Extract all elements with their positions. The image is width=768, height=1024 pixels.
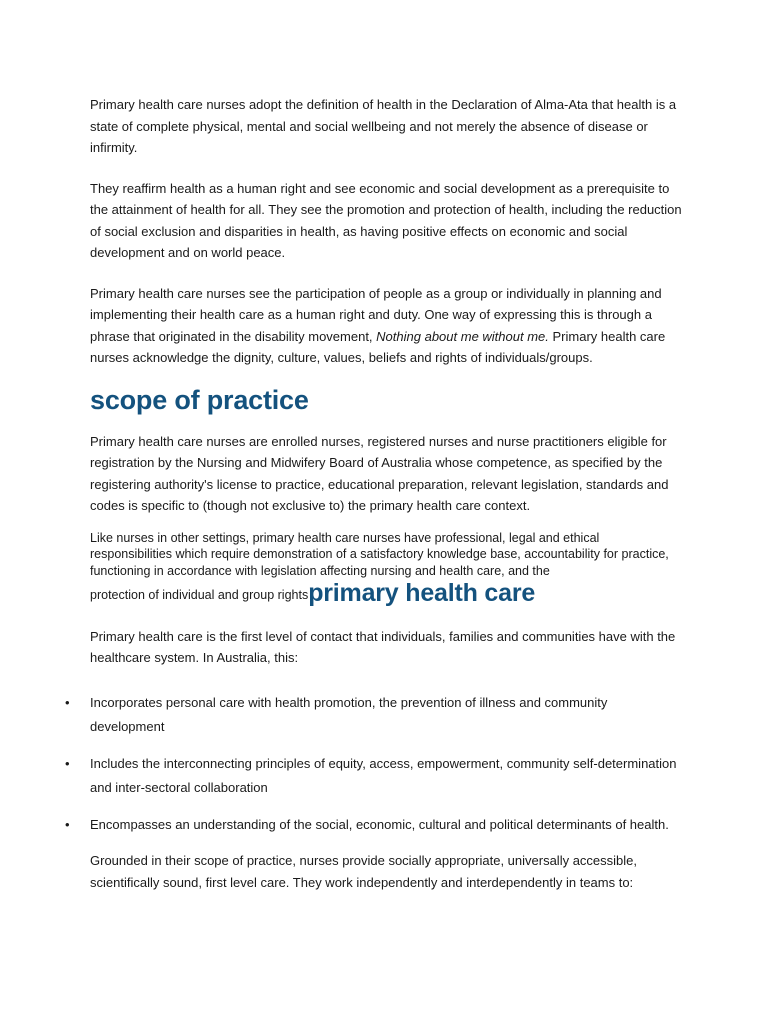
list-item-text: Incorporates personal care with health promotion, the prevention of illness and community development <box>90 694 608 734</box>
quote-nothing-about-me: Nothing about me without me. <box>376 328 549 344</box>
heading-primary-health-care: primary health care <box>308 579 536 607</box>
list-item <box>65 752 682 800</box>
paragraph-participation-text: Primary health care nurses see the participation of people as a group or individually in planning and implementing their health care as a human right and duty. One way of expressing this is through a phrase that originated in the disability movement, <box>90 285 662 344</box>
bullet-icon: • <box>65 694 70 710</box>
list-item-text: Encompasses an understanding of the social, economic, cultural and political determinants of health. <box>90 816 669 832</box>
paragraph-responsibilities-tail: protection of individual and group rights <box>90 588 309 602</box>
paragraph-responsibilities-end <box>90 579 682 607</box>
paragraph-responsibilities: Like nurses in other settings, primary health care nurses have professional, legal and ethical responsibilities which require demonstration of a satisfactory knowledge base, accountability for practice, functioning in accordance with legislation affecting nursing and health care, and the <box>90 530 669 578</box>
bullet-icon: • <box>65 755 70 771</box>
paragraph-alma-ata: Primary health care nurses adopt the definition of health in the Declaration of Alma-Ata that health is a state of complete physical, mental and social wellbeing and not merely the absence of disease or infirmity. <box>90 97 677 155</box>
document-page <box>65 94 682 894</box>
paragraph-first-level: Primary health care is the first level of contact that individuals, families and communities have with the healthcare system. In Australia, this: <box>90 628 676 665</box>
paragraph-participation-text-end: Primary health care nurses acknowledge the dignity, culture, values, beliefs and rights of individuals/groups. <box>90 328 666 365</box>
paragraph-grounded: Grounded in their scope of practice, nurses provide socially appropriate, universally accessible, scientifically sound, first level care. They work independently and interdependently in teams to: <box>90 852 638 890</box>
paragraph-participation <box>90 283 682 369</box>
bullet-list <box>65 691 682 837</box>
heading-scope-of-practice: scope of practice <box>90 384 309 415</box>
paragraph-scope: Primary health care nurses are enrolled nurses, registered nurses and nurse practitioners eligible for registration by the Nursing and Midwifery Board of Australia whose competence, as specified by the registering authority's license to practice, educational preparation, relevant legislation, standards and codes is specific to (though not exclusive to) the primary health care context. <box>90 433 669 513</box>
bullet-icon: • <box>65 816 70 832</box>
list-item <box>65 813 682 837</box>
list-item <box>65 691 682 739</box>
paragraph-human-right: They reaffirm health as a human right and see economic and social development as a prerequisite to the attainment of health for all. They see the promotion and protection of health, including the reduction of social exclusion and disparities in health, as having positive effects on economic and social development and on world peace. <box>90 180 682 260</box>
list-item-text: Includes the interconnecting principles of equity, access, empowerment, community self-determination and inter-sectoral collaboration <box>90 755 677 795</box>
